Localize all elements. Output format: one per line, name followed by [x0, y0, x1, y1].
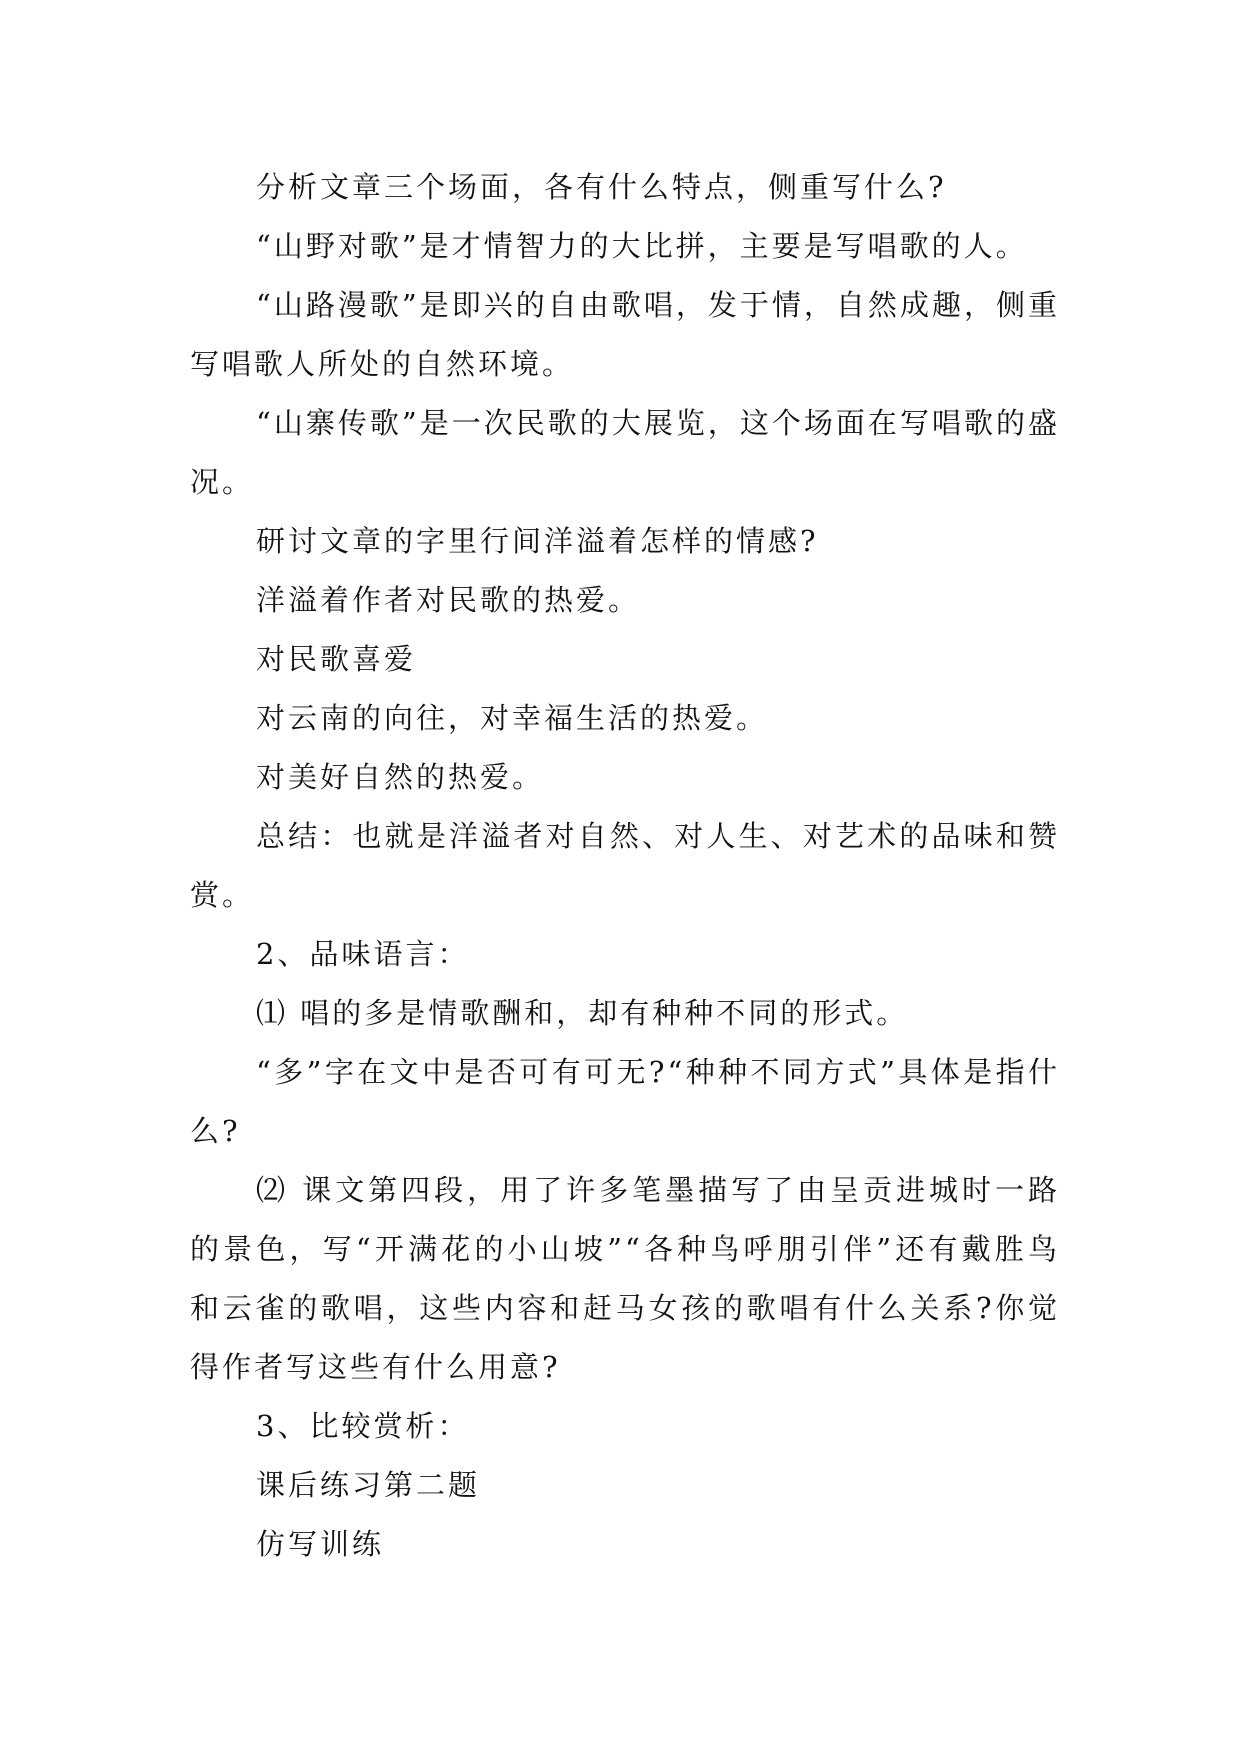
summary-paragraph: 总结：也就是洋溢者对自然、对人生、对艺术的品味和赞赏。: [190, 819, 1060, 912]
item-2-paragraph-four: ⑵ 课文第四段，用了许多笔墨描写了由呈贡进城时一路的景色，写“开满花的小山坡”“各种鸟呼朋引伴”还有戴胜鸟和云雀的歌唱，这些内容和赶马女孩的歌唱有什么关系?你觉得作者写这些有什么用意?: [190, 1173, 1060, 1384]
imitation-writing: 仿写训练: [256, 1527, 385, 1561]
question-emotion: 研讨文章的字里行间洋溢着怎样的情感?: [256, 524, 819, 558]
document-body: [190, 158, 1060, 1574]
answer-mountain-duet: “山野对歌”是才情智力的大比拼，主要是写唱歌的人。: [256, 229, 1028, 263]
answer-mountain-village-song: “山寨传歌”是一次民歌的大展览，这个场面在写唱歌的盛况。: [190, 406, 1060, 499]
point-nature-love: 对美好自然的热爱。: [256, 760, 545, 794]
section-heading-comparison: 3、比较赏析：: [256, 1409, 470, 1443]
question-scene-analysis: 分析文章三个场面，各有什么特点，侧重写什么?: [256, 170, 947, 204]
answer-love-of-folk-songs: 洋溢着作者对民歌的热爱。: [256, 583, 641, 617]
section-heading-language: 2、品味语言：: [256, 937, 470, 971]
point-folk-song-fondness: 对民歌喜爱: [256, 642, 417, 676]
point-yunnan-longing: 对云南的向往，对幸福生活的热爱。: [256, 701, 769, 735]
item-1-love-songs: ⑴ 唱的多是情歌酬和，却有种种不同的形式。: [256, 996, 909, 1030]
exercise-reference: 课后练习第二题: [256, 1468, 481, 1502]
question-duo-character: “多”字在文中是否可有可无?“种种不同方式”具体是指什么?: [190, 1055, 1060, 1148]
answer-mountain-road-song: “山路漫歌”是即兴的自由歌唱，发于情，自然成趣，侧重写唱歌人所处的自然环境。: [190, 288, 1060, 381]
